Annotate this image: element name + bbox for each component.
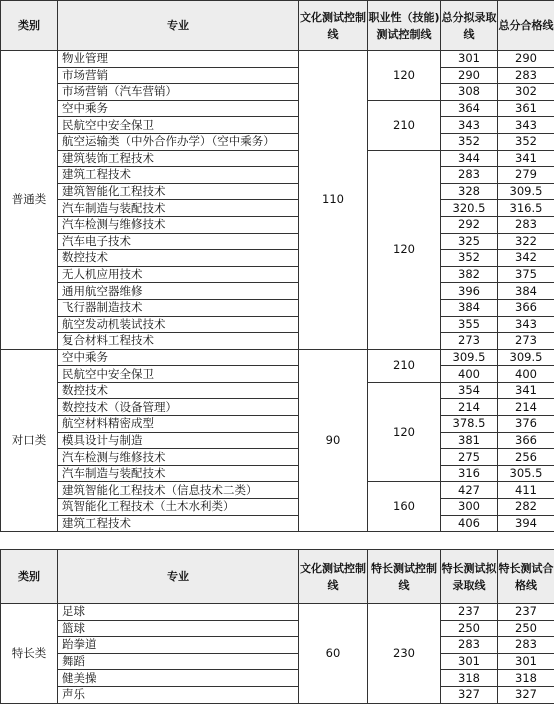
header-major: 专业 — [58, 1, 299, 51]
table-row — [1, 499, 554, 516]
header-skill-line: 特长测试控制线 — [368, 550, 441, 604]
admit-score-cell: 378.5 — [441, 416, 498, 433]
table-row — [1, 416, 554, 433]
table-row — [1, 183, 554, 200]
major-cell: 民航空中安全保卫 — [58, 117, 299, 134]
pass-score-cell: 376 — [498, 416, 554, 433]
admit-score-cell: 214 — [441, 399, 498, 416]
pass-score-cell: 282 — [498, 499, 554, 516]
major-cell: 飞行器制造技术 — [58, 299, 299, 316]
admit-score-cell: 406 — [441, 515, 498, 532]
admit-score-cell: 300 — [441, 499, 498, 516]
table-row — [1, 150, 554, 167]
admit-score-cell: 292 — [441, 216, 498, 233]
major-cell: 舞蹈 — [58, 653, 299, 670]
table-row — [1, 283, 554, 300]
major-cell: 航空运输类（中外合作办学）（空中乘务） — [58, 133, 299, 150]
pass-score-cell: 305.5 — [498, 465, 554, 482]
category-cell: 普通类 — [1, 51, 58, 350]
table-row — [1, 449, 554, 466]
skill-line-cell: 120 — [368, 150, 441, 349]
pass-score-cell: 283 — [498, 637, 554, 654]
pass-score-cell: 309.5 — [498, 349, 554, 366]
major-cell: 健美操 — [58, 670, 299, 687]
table-row — [1, 686, 554, 703]
header-category: 类别 — [1, 1, 58, 51]
pass-score-cell: 400 — [498, 366, 554, 383]
table-row — [1, 250, 554, 267]
header-culture-line: 文化测试控制线 — [299, 1, 368, 51]
admit-score-cell: 396 — [441, 283, 498, 300]
category-cell: 对口类 — [1, 349, 58, 532]
admit-score-cell: 381 — [441, 432, 498, 449]
table-row — [1, 382, 554, 399]
pass-score-cell: 352 — [498, 133, 554, 150]
major-cell: 民航空中安全保卫 — [58, 366, 299, 383]
major-cell: 空中乘务 — [58, 349, 299, 366]
pass-score-cell: 375 — [498, 266, 554, 283]
admit-score-cell: 301 — [441, 653, 498, 670]
major-cell: 模具设计与制造 — [58, 432, 299, 449]
admit-score-cell: 352 — [441, 133, 498, 150]
major-cell: 市场营销 — [58, 67, 299, 84]
admit-score-cell: 283 — [441, 167, 498, 184]
header-admit-line: 总分拟录取线 — [441, 1, 498, 51]
admit-score-cell: 318 — [441, 670, 498, 687]
major-cell: 数控技术 — [58, 382, 299, 399]
table-row — [1, 620, 554, 637]
major-cell: 空中乘务 — [58, 100, 299, 117]
major-cell: 汽车检测与维修技术 — [58, 216, 299, 233]
pass-score-cell: 411 — [498, 482, 554, 499]
pass-score-cell: 341 — [498, 382, 554, 399]
header-category: 类别 — [1, 550, 58, 604]
table-row — [1, 316, 554, 333]
table-row — [1, 465, 554, 482]
skill-line-cell: 160 — [368, 482, 441, 532]
table-row — [1, 670, 554, 687]
pass-score-cell: 301 — [498, 653, 554, 670]
admit-score-cell: 364 — [441, 100, 498, 117]
admit-score-cell: 344 — [441, 150, 498, 167]
admit-score-cell: 237 — [441, 604, 498, 621]
pass-score-cell: 342 — [498, 250, 554, 267]
table-row — [1, 266, 554, 283]
major-cell: 汽车制造与装配技术 — [58, 200, 299, 217]
table-row — [1, 604, 554, 621]
table-body — [1, 51, 554, 532]
major-cell: 通用航空器维修 — [58, 283, 299, 300]
pass-score-cell: 283 — [498, 216, 554, 233]
table-row — [1, 216, 554, 233]
major-cell: 建筑装饰工程技术 — [58, 150, 299, 167]
pass-score-cell: 273 — [498, 333, 554, 350]
admit-score-cell: 384 — [441, 299, 498, 316]
pass-score-cell: 366 — [498, 299, 554, 316]
admit-score-cell: 275 — [441, 449, 498, 466]
skill-line-cell: 210 — [368, 100, 441, 150]
pass-score-cell: 384 — [498, 283, 554, 300]
major-cell: 航空发动机装试技术 — [58, 316, 299, 333]
admit-score-cell: 355 — [441, 316, 498, 333]
table-row — [1, 333, 554, 350]
admit-score-cell: 283 — [441, 637, 498, 654]
table-row — [1, 200, 554, 217]
culture-line-cell: 110 — [299, 51, 368, 350]
skill-line-cell: 230 — [368, 604, 441, 704]
major-cell: 汽车制造与装配技术 — [58, 465, 299, 482]
header-major: 专业 — [58, 550, 299, 604]
major-cell: 市场营销（汽车营销） — [58, 84, 299, 101]
table-row — [1, 67, 554, 84]
pass-score-cell: 316.5 — [498, 200, 554, 217]
pass-score-cell: 318 — [498, 670, 554, 687]
table-row — [1, 349, 554, 366]
pass-score-cell: 343 — [498, 117, 554, 134]
skill-line-cell: 120 — [368, 382, 441, 482]
admit-score-cell: 320.5 — [441, 200, 498, 217]
pass-score-cell: 250 — [498, 620, 554, 637]
header-skill-line: 职业性（技能)测试控制线 — [368, 1, 441, 51]
admit-score-cell: 328 — [441, 183, 498, 200]
header-pass-line: 特长测试合格线 — [498, 550, 554, 604]
pass-score-cell: 283 — [498, 67, 554, 84]
table-row — [1, 299, 554, 316]
category-cell: 特长类 — [1, 604, 58, 704]
header-culture-line: 文化测试控制线 — [299, 550, 368, 604]
pass-score-cell: 290 — [498, 51, 554, 68]
table-row — [1, 432, 554, 449]
skill-line-cell: 120 — [368, 51, 441, 101]
major-cell: 跆拳道 — [58, 637, 299, 654]
pass-score-cell: 343 — [498, 316, 554, 333]
admit-score-cell: 343 — [441, 117, 498, 134]
major-cell: 物业管理 — [58, 51, 299, 68]
major-cell: 筑智能化工程技术（土木水利类） — [58, 499, 299, 516]
major-cell: 建筑工程技术 — [58, 167, 299, 184]
table-row — [1, 133, 554, 150]
major-cell: 汽车电子技术 — [58, 233, 299, 250]
pass-score-cell: 366 — [498, 432, 554, 449]
table-body — [1, 604, 554, 704]
table-row — [1, 515, 554, 532]
admit-score-cell: 273 — [441, 333, 498, 350]
admit-score-cell: 308 — [441, 84, 498, 101]
pass-score-cell: 394 — [498, 515, 554, 532]
admit-score-cell: 327 — [441, 686, 498, 703]
major-cell: 建筑智能化工程技术 — [58, 183, 299, 200]
skill-line-cell: 210 — [368, 349, 441, 382]
admit-score-cell: 352 — [441, 250, 498, 267]
admit-score-cell: 309.5 — [441, 349, 498, 366]
header-pass-line: 总分合格线 — [498, 1, 554, 51]
pass-score-cell: 302 — [498, 84, 554, 101]
header-admit-line: 特长测试拟录取线 — [441, 550, 498, 604]
pass-score-cell: 327 — [498, 686, 554, 703]
culture-line-cell: 60 — [299, 604, 368, 704]
table-row — [1, 482, 554, 499]
header-row — [1, 550, 554, 604]
admit-score-cell: 250 — [441, 620, 498, 637]
major-cell: 数控技术 — [58, 250, 299, 267]
admit-score-cell: 325 — [441, 233, 498, 250]
major-cell: 足球 — [58, 604, 299, 621]
culture-line-cell: 90 — [299, 349, 368, 532]
admit-score-cell: 316 — [441, 465, 498, 482]
major-cell: 声乐 — [58, 686, 299, 703]
pass-score-cell: 322 — [498, 233, 554, 250]
pass-score-cell: 214 — [498, 399, 554, 416]
table-row — [1, 233, 554, 250]
pass-score-cell: 341 — [498, 150, 554, 167]
table-row — [1, 653, 554, 670]
major-cell: 建筑智能化工程技术（信息技术二类） — [58, 482, 299, 499]
table-row — [1, 637, 554, 654]
admit-score-cell: 290 — [441, 67, 498, 84]
header-row — [1, 1, 554, 51]
pass-score-cell: 279 — [498, 167, 554, 184]
major-cell: 汽车检测与维修技术 — [58, 449, 299, 466]
admit-score-cell: 301 — [441, 51, 498, 68]
admit-score-cell: 354 — [441, 382, 498, 399]
major-cell: 篮球 — [58, 620, 299, 637]
pass-score-cell: 309.5 — [498, 183, 554, 200]
major-cell: 航空材料精密成型 — [58, 416, 299, 433]
table-row — [1, 366, 554, 383]
table-row — [1, 51, 554, 68]
specialty-lines-table — [0, 549, 554, 704]
major-cell: 数控技术（设备管理） — [58, 399, 299, 416]
table-row — [1, 167, 554, 184]
major-cell: 复合材料工程技术 — [58, 333, 299, 350]
pass-score-cell: 237 — [498, 604, 554, 621]
admit-score-cell: 382 — [441, 266, 498, 283]
pass-score-cell: 256 — [498, 449, 554, 466]
admit-score-cell: 400 — [441, 366, 498, 383]
table-row — [1, 100, 554, 117]
table-row — [1, 117, 554, 134]
table-row — [1, 399, 554, 416]
pass-score-cell: 361 — [498, 100, 554, 117]
major-cell: 无人机应用技术 — [58, 266, 299, 283]
major-cell: 建筑工程技术 — [58, 515, 299, 532]
table-row — [1, 84, 554, 101]
admit-score-cell: 427 — [441, 482, 498, 499]
